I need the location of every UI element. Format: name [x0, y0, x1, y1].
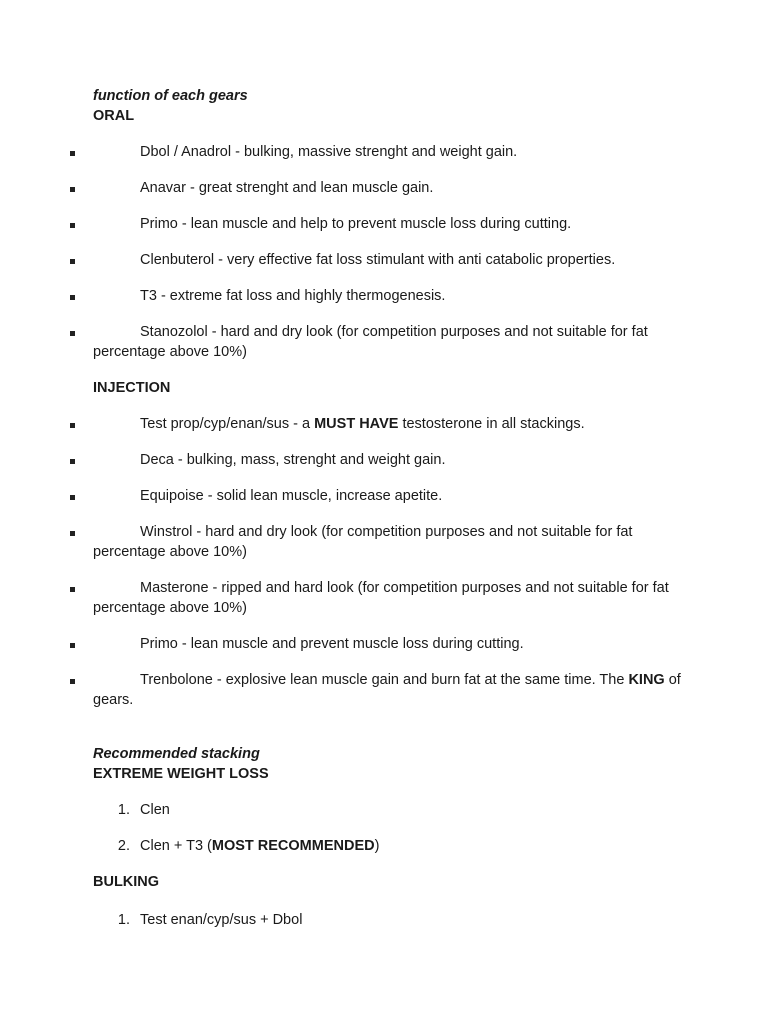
- numbered-item-text-end: ): [374, 838, 380, 854]
- bullet-marker: [70, 331, 75, 336]
- numbered-item-text: Test enan/cyp/sus + Dbol: [140, 912, 303, 928]
- list-item-text: T3 - extreme fat loss and highly thermogenesis.: [140, 288, 446, 304]
- list-item: [93, 143, 693, 163]
- numbered-item: [140, 837, 379, 857]
- list-item: [93, 251, 693, 271]
- list-item-text-continued: percentage above 10%): [93, 543, 247, 560]
- list-number: 1.: [117, 802, 130, 818]
- list-number: 1.: [117, 912, 130, 928]
- list-item-text: Primo - lean muscle and prevent muscle loss during cutting.: [140, 636, 524, 652]
- list-item-text: Winstrol - hard and dry look (for competition purposes and not suitable for fat: [140, 524, 633, 540]
- list-item-text-continued: percentage above 10%): [93, 343, 247, 360]
- injection-heading: INJECTION: [93, 380, 171, 396]
- bullet-marker: [70, 643, 75, 648]
- numbered-item-text: Clen: [140, 802, 170, 818]
- list-item-text: Dbol / Anadrol - bulking, massive strenght and weight gain.: [140, 144, 518, 160]
- list-item-text: Stanozolol - hard and dry look (for competition purposes and not suitable for fat: [140, 324, 648, 340]
- bullet-marker: [70, 259, 75, 264]
- list-item: [93, 635, 693, 655]
- list-item: [93, 415, 693, 435]
- list-item-text: Equipoise - solid lean muscle, increase apetite.: [140, 488, 443, 504]
- emphasis-text: MUST HAVE: [314, 416, 399, 432]
- bulking-heading: BULKING: [93, 874, 160, 890]
- bullet-marker: [70, 459, 75, 464]
- list-item: [93, 451, 693, 471]
- bullet-marker: [70, 151, 75, 156]
- list-item: [93, 179, 693, 199]
- list-item: [93, 579, 693, 618]
- list-item-text: Clenbuterol - very effective fat loss stimulant with anti catabolic properties.: [140, 252, 616, 268]
- list-item: [93, 487, 693, 507]
- list-item-text-end: of: [664, 672, 681, 688]
- list-item: [93, 323, 693, 362]
- oral-heading: ORAL: [93, 108, 135, 124]
- bullet-marker: [70, 223, 75, 228]
- list-item-text: Deca - bulking, mass, strenght and weight gain.: [140, 452, 446, 468]
- bullet-marker: [70, 495, 75, 500]
- emphasis-text: MOST RECOMMENDED: [211, 838, 375, 854]
- list-item-text: Trenbolone - explosive lean muscle gain and burn fat at the same time. The: [140, 672, 629, 688]
- bullet-marker: [70, 587, 75, 592]
- weight-loss-heading: EXTREME WEIGHT LOSS: [93, 766, 269, 782]
- list-item-text-continued: percentage above 10%): [93, 599, 247, 616]
- list-item-text: Masterone - ripped and hard look (for competition purposes and not suitable for fat: [140, 580, 669, 596]
- list-item: [93, 671, 693, 710]
- list-item-text: Test prop/cyp/enan/sus - a: [140, 416, 315, 432]
- bullet-marker: [70, 679, 75, 684]
- bullet-marker: [70, 295, 75, 300]
- section-heading-recommended-stacking: Recommended stacking: [93, 746, 260, 762]
- list-item-text-end: testosterone in all stackings.: [398, 416, 585, 432]
- emphasis-text: KING: [628, 672, 665, 688]
- list-item: [93, 523, 693, 562]
- list-item: [93, 287, 693, 307]
- bullet-marker: [70, 423, 75, 428]
- bullet-marker: [70, 531, 75, 536]
- list-item-text: Anavar - great strenght and lean muscle gain.: [140, 180, 434, 196]
- list-item: [93, 215, 693, 235]
- list-item-text: Primo - lean muscle and help to prevent muscle loss during cutting.: [140, 216, 572, 232]
- bullet-marker: [70, 187, 75, 192]
- list-item-text-continued: gears.: [93, 691, 134, 708]
- section-heading-gear-functions: function of each gears: [93, 88, 248, 104]
- list-number: 2.: [117, 838, 130, 854]
- numbered-item-text: Clen + T3 (: [140, 838, 212, 854]
